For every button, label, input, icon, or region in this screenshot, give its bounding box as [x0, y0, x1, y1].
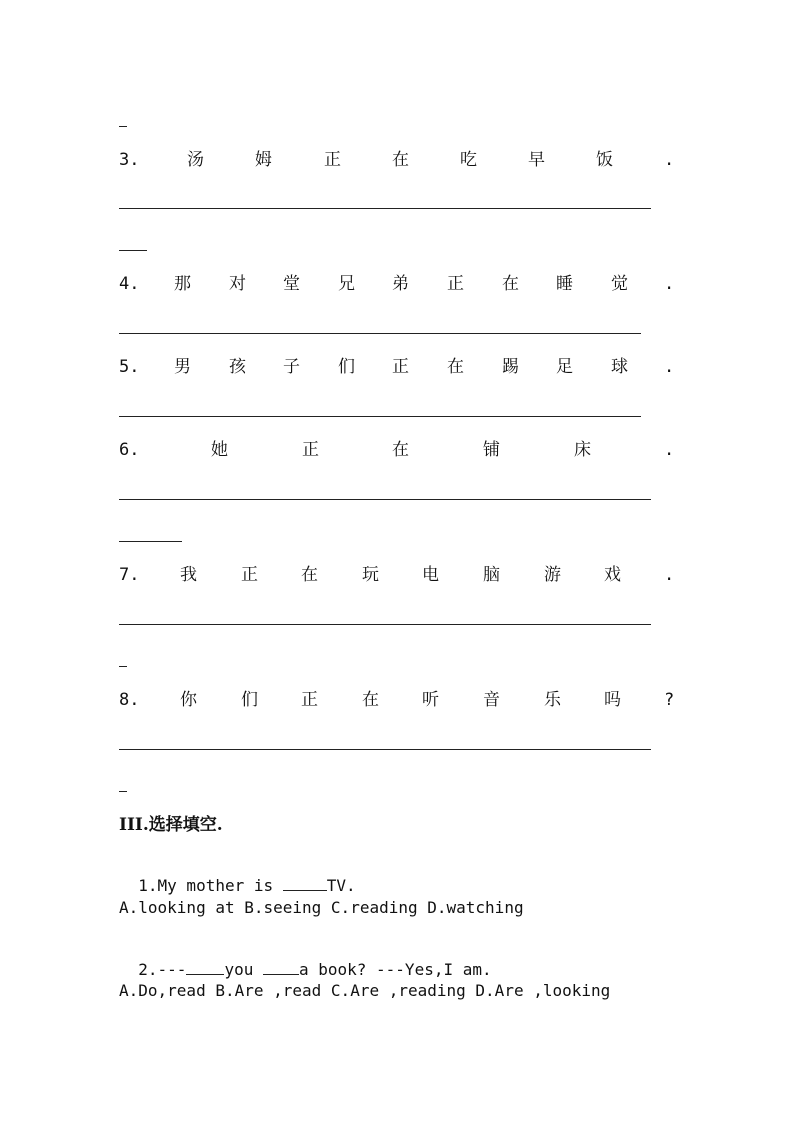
char: 早: [528, 150, 545, 170]
char: 踢: [502, 357, 519, 377]
char: 脑: [483, 565, 500, 585]
char: 弟: [392, 274, 409, 294]
char: 她: [211, 440, 228, 460]
char: 们: [338, 357, 355, 377]
char: 音: [483, 690, 500, 710]
question-number: 5.: [119, 357, 140, 377]
char: 在: [301, 565, 318, 585]
char: 游: [544, 565, 561, 585]
char: 吗: [604, 690, 621, 710]
char: 兄: [338, 274, 355, 294]
char: 对: [229, 274, 246, 294]
char: 玩: [362, 565, 379, 585]
char: 觉: [611, 274, 628, 294]
end-punct: .: [664, 357, 675, 377]
char: 姆: [255, 150, 272, 170]
question-2: [119, 940, 492, 980]
char: 你: [180, 690, 197, 710]
answer-line: [119, 499, 651, 500]
answer-line: [119, 749, 651, 750]
char: 睡: [556, 274, 573, 294]
char: 球: [611, 357, 628, 377]
char: 堂: [283, 274, 300, 294]
char: 铺: [483, 440, 500, 460]
question-number: 3.: [119, 150, 140, 170]
question-4: [119, 273, 679, 297]
question-number: 4.: [119, 274, 140, 294]
char: 正: [302, 440, 319, 460]
question-2-options: A.Do,read B.Are ,read C.Are ,reading D.Are ,looking: [119, 981, 611, 1000]
char: 正: [392, 357, 409, 377]
end-punct: .: [664, 274, 675, 294]
question-2-part2: you: [224, 960, 263, 979]
answer-line-tail: [119, 666, 127, 667]
question-2-part3: a book? ---Yes,I am.: [298, 960, 492, 979]
char: 正: [324, 150, 341, 170]
question-number: 8.: [119, 690, 140, 710]
char: 在: [502, 274, 519, 294]
question-7: [119, 564, 679, 588]
answer-line-tail: [119, 126, 127, 127]
section-heading: III.选择填空.: [119, 815, 223, 835]
question-2-part1: 2.---: [138, 960, 187, 979]
question-3: [119, 149, 679, 173]
answer-line-tail: [119, 250, 147, 251]
char: 在: [362, 690, 379, 710]
end-punct: ?: [664, 690, 675, 710]
char: 在: [392, 150, 409, 170]
question-6: [119, 439, 679, 463]
char: 男: [174, 357, 191, 377]
end-punct: .: [664, 440, 675, 460]
char: 子: [283, 357, 300, 377]
char: 孩: [229, 357, 246, 377]
char: 电: [422, 565, 439, 585]
char: 们: [241, 690, 258, 710]
answer-line: [119, 208, 651, 209]
blank[interactable]: [186, 960, 224, 975]
question-1-suffix: TV.: [326, 876, 356, 895]
char: 床: [574, 440, 591, 460]
answer-line-tail: [119, 791, 127, 792]
char: 吃: [460, 150, 477, 170]
answer-line-tail: [119, 541, 182, 542]
char: 戏: [604, 565, 621, 585]
blank[interactable]: [263, 960, 299, 975]
char: 听: [422, 690, 439, 710]
char: 在: [447, 357, 464, 377]
char: 汤: [187, 150, 204, 170]
end-punct: .: [664, 150, 675, 170]
char: 饭: [596, 150, 613, 170]
end-punct: .: [664, 565, 675, 585]
question-number: 7.: [119, 565, 140, 585]
answer-line: [119, 333, 641, 334]
blank[interactable]: [283, 876, 327, 891]
char: 正: [447, 274, 464, 294]
question-1-options: A.looking at B.seeing C.reading D.watching: [119, 898, 524, 917]
answer-line: [119, 624, 651, 625]
question-5: [119, 356, 679, 380]
char: 正: [301, 690, 318, 710]
char: 乐: [544, 690, 561, 710]
question-1: [119, 856, 356, 896]
char: 在: [392, 440, 409, 460]
answer-line: [119, 416, 641, 417]
char: 足: [556, 357, 573, 377]
char: 那: [174, 274, 191, 294]
question-8: [119, 689, 679, 713]
question-number: 6.: [119, 440, 140, 460]
char: 正: [241, 565, 258, 585]
char: 我: [180, 565, 197, 585]
question-1-prefix: 1.My mother is: [138, 876, 283, 895]
